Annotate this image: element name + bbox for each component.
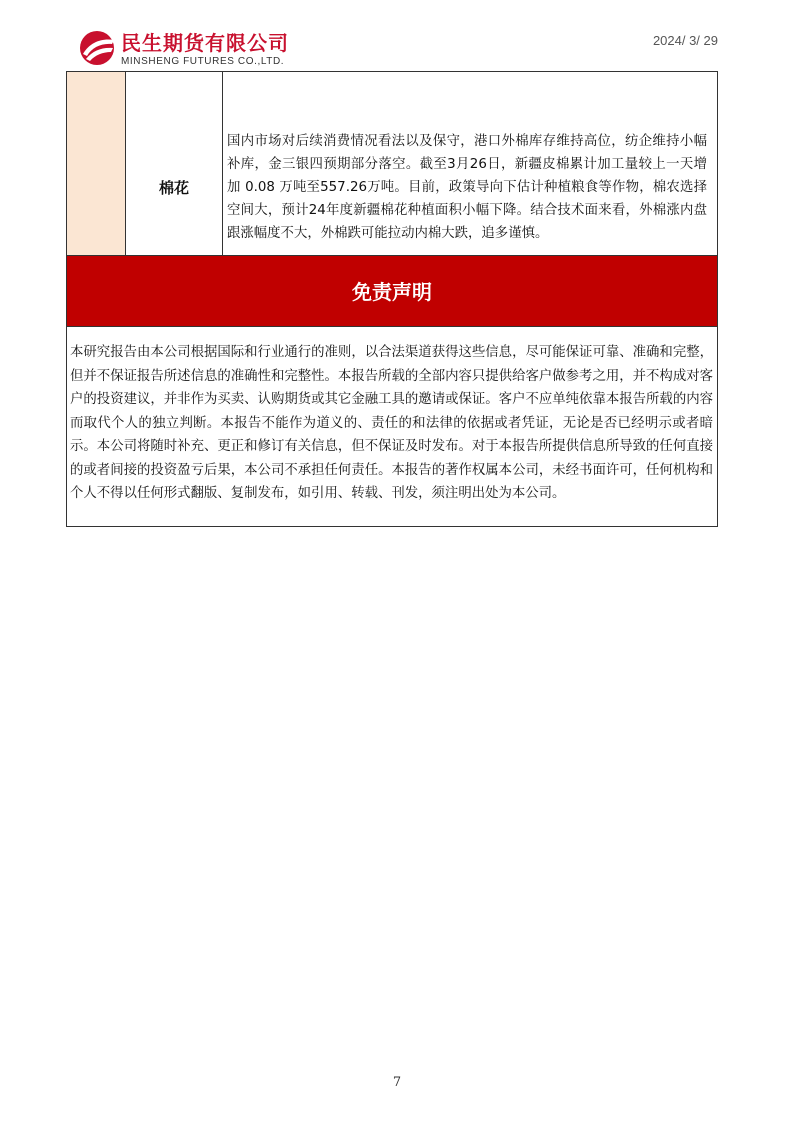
disclaimer-body: 本研究报告由本公司根据国际和行业通行的准则，以合法渠道获得这些信息，尽可能保证可靠、准确和完整，但并不保证报告所述信息的准确性和完整性。本报告所载的全部内容只提供给客户做参考之用，并不构成对客户的投资建议，并非作为买卖、认购期货或其它金融工具的邀请或保证。客户不应单纯依靠本报告所载的内容而取代个人的独立判断。本报告不能作为道义的、责任的和法律的依据或者凭证，无论是否已经明示或者暗示。本公司将随时补充、更正和修订有关信息，但不保证及时发布。对于本报告所提供信息所导致的任何直接的或者间接的投资盈亏后果，本公司不承担任何责任。本报告的著作权属本公司，未经书面许可，任何机构和个人不得以任何形式翻版、复制发布，如引用、转载、刊发，须注明出处为本公司。 (66, 327, 718, 527)
page-header (0, 0, 794, 72)
commodity-analysis-text: 国内市场对后续消费情况看法以及保守，港口外棉库存维持高位，纺企维持小幅补库，金三银四预期部分落空。截至3月26日，新疆皮棉累计加工量较上一天增加 0.08 万吨至557.26万吨。目前，政策导向下估计种植粮食等作物，棉农选择空间大，预计24年度新疆棉花种植面积小幅下降。结合技术面来看，外棉涨内盘跟涨幅度不大，外棉跌可能拉动内棉大跌，追多谨慎。 (223, 72, 718, 303)
commodity-name: 棉花 (126, 72, 223, 303)
company-name-cn: 民生期货有限公司 (121, 31, 289, 55)
page-number: 7 (392, 1075, 402, 1090)
disclaimer-title: 免责声明 (66, 255, 718, 327)
minsheng-logo-icon (78, 28, 116, 68)
company-name-en: MINSHENG FUTURES CO.,LTD. (121, 56, 285, 67)
report-date: 2024/ 3/ 29 (652, 33, 718, 48)
